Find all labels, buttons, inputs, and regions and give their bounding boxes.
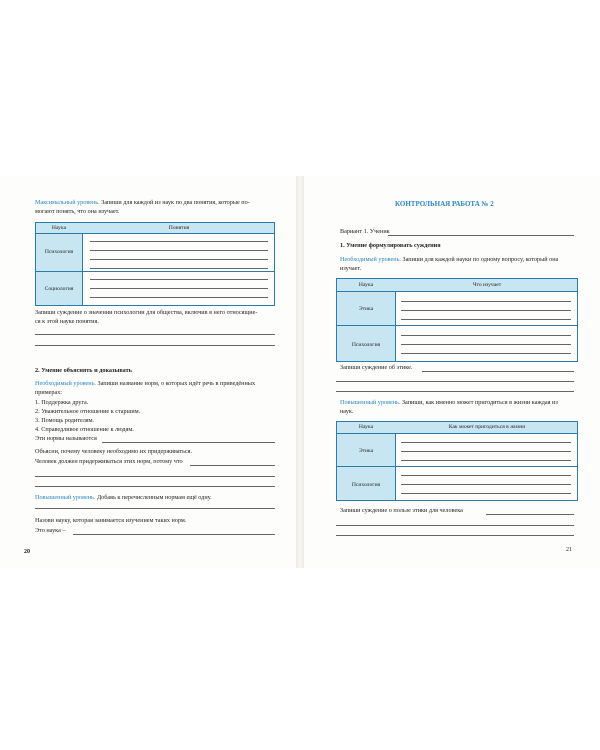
name-science: Назови науку, которая занимается изучением таких норм. xyxy=(35,517,187,524)
book-spine xyxy=(296,176,304,568)
required-line1: Необходимый уровень. Запиши название норм, о которых идёт речь в приведённых xyxy=(35,380,256,387)
answer-line xyxy=(486,514,574,515)
answer-line xyxy=(336,535,574,536)
table-first-col xyxy=(36,223,83,305)
col-science: Наука xyxy=(51,225,67,231)
right-page-title: КОНТРОЛЬНАЯ РАБОТА № 2 xyxy=(395,200,494,208)
raised-right-line1: Повышенный уровень. Запиши, как именно может пригодиться в жизни каждая из xyxy=(340,399,558,406)
answer-line xyxy=(336,391,574,392)
required-right-line1: Необходимый уровень. Запиши для каждой науки по одному вопросу, который она xyxy=(340,256,559,263)
answer-line xyxy=(401,475,571,476)
must-text: Человек должен придерживаться этих норм, потому что xyxy=(35,458,183,465)
example-2: 2. Уважительное отношение к старшим. xyxy=(35,408,141,415)
answer-line xyxy=(90,259,268,260)
required-line2: примерах: xyxy=(35,389,63,396)
row-ethics: Этика xyxy=(358,448,374,454)
answer-line xyxy=(388,235,574,236)
row-psychology: Психология xyxy=(351,342,381,348)
answer-line xyxy=(35,486,275,487)
answer-line xyxy=(35,476,275,477)
required-right-line2: изучает. xyxy=(340,265,362,272)
answer-line xyxy=(422,371,574,372)
answer-line xyxy=(190,465,275,466)
answer-line xyxy=(401,335,571,336)
row-psychology: Психология xyxy=(351,482,381,488)
col-what-studies: Что изучает xyxy=(472,282,502,288)
example-3: 3. Помощь родителям. xyxy=(35,417,95,424)
answer-line xyxy=(90,268,268,269)
answer-line xyxy=(401,310,571,311)
write-ethics: Запиши суждение об этике. xyxy=(340,364,413,371)
norms-called: Эти нормы называются xyxy=(35,435,97,442)
what-studies-table xyxy=(336,278,578,362)
answer-line xyxy=(401,344,571,345)
answer-line xyxy=(401,442,571,443)
col-science: Наука xyxy=(358,424,374,430)
row-sociology: Социология xyxy=(44,286,74,292)
answer-line xyxy=(401,301,571,302)
answer-line xyxy=(90,279,268,280)
answer-line xyxy=(401,460,571,461)
section1-heading: 1. Умение формулировать суждения xyxy=(340,242,441,249)
answer-line xyxy=(401,451,571,452)
write1-line2: ся к этой науке понятия. xyxy=(35,318,99,325)
raised-right-line2: наук. xyxy=(340,408,354,415)
answer-line xyxy=(90,250,268,251)
answer-line xyxy=(336,381,574,382)
page-number-right: 21 xyxy=(566,547,572,553)
raised-left: Повышенный уровень. Добавь к перечисленным нормам ещё одну. xyxy=(35,494,212,501)
section2-heading: 2. Умение объяснять и доказывать xyxy=(35,367,132,374)
answer-line xyxy=(90,297,268,298)
row-separator xyxy=(337,325,577,326)
answer-line xyxy=(102,442,275,443)
explain-text: Объясни, почему человеку необходимо их придерживаться. xyxy=(35,448,193,455)
answer-line xyxy=(35,334,275,335)
answer-line xyxy=(401,484,571,485)
row-separator xyxy=(337,466,577,467)
concepts-table xyxy=(35,222,275,306)
answer-line xyxy=(90,241,268,242)
col-science: Наука xyxy=(358,282,374,288)
row-ethics: Этика xyxy=(358,306,374,312)
answer-line xyxy=(401,319,571,320)
answer-line xyxy=(90,288,268,289)
page-number-left: 20 xyxy=(24,549,30,555)
answer-line xyxy=(401,353,571,354)
answer-line xyxy=(35,508,275,509)
max-level-line1: Максимальный уровень. Запиши для каждой из наук по два понятия, которые по- xyxy=(35,199,250,206)
variant-label: Вариант 1. Ученик xyxy=(340,228,390,235)
col-concepts: Понятия xyxy=(168,225,190,231)
write1-line1: Запиши суждение о значении психологии для общества, включив в него относящие- xyxy=(35,309,258,316)
example-4: 4. Справедливое отношение к людям. xyxy=(35,426,134,433)
write-benefit: Запиши суждение о пользе этики для человека xyxy=(340,507,463,514)
this-science: Это наука – xyxy=(35,527,66,534)
life-use-table xyxy=(336,421,578,501)
max-level-line2: могают понять, что она изучает. xyxy=(35,208,120,215)
example-1: 1. Поддержка друга. xyxy=(35,399,89,406)
answer-line xyxy=(73,534,275,535)
col-life-use: Как может пригодиться в жизни xyxy=(448,424,526,430)
row-separator xyxy=(36,271,274,272)
row-psychology: Психология xyxy=(44,249,74,255)
answer-line xyxy=(336,525,574,526)
answer-line xyxy=(35,345,275,346)
answer-line xyxy=(401,493,571,494)
